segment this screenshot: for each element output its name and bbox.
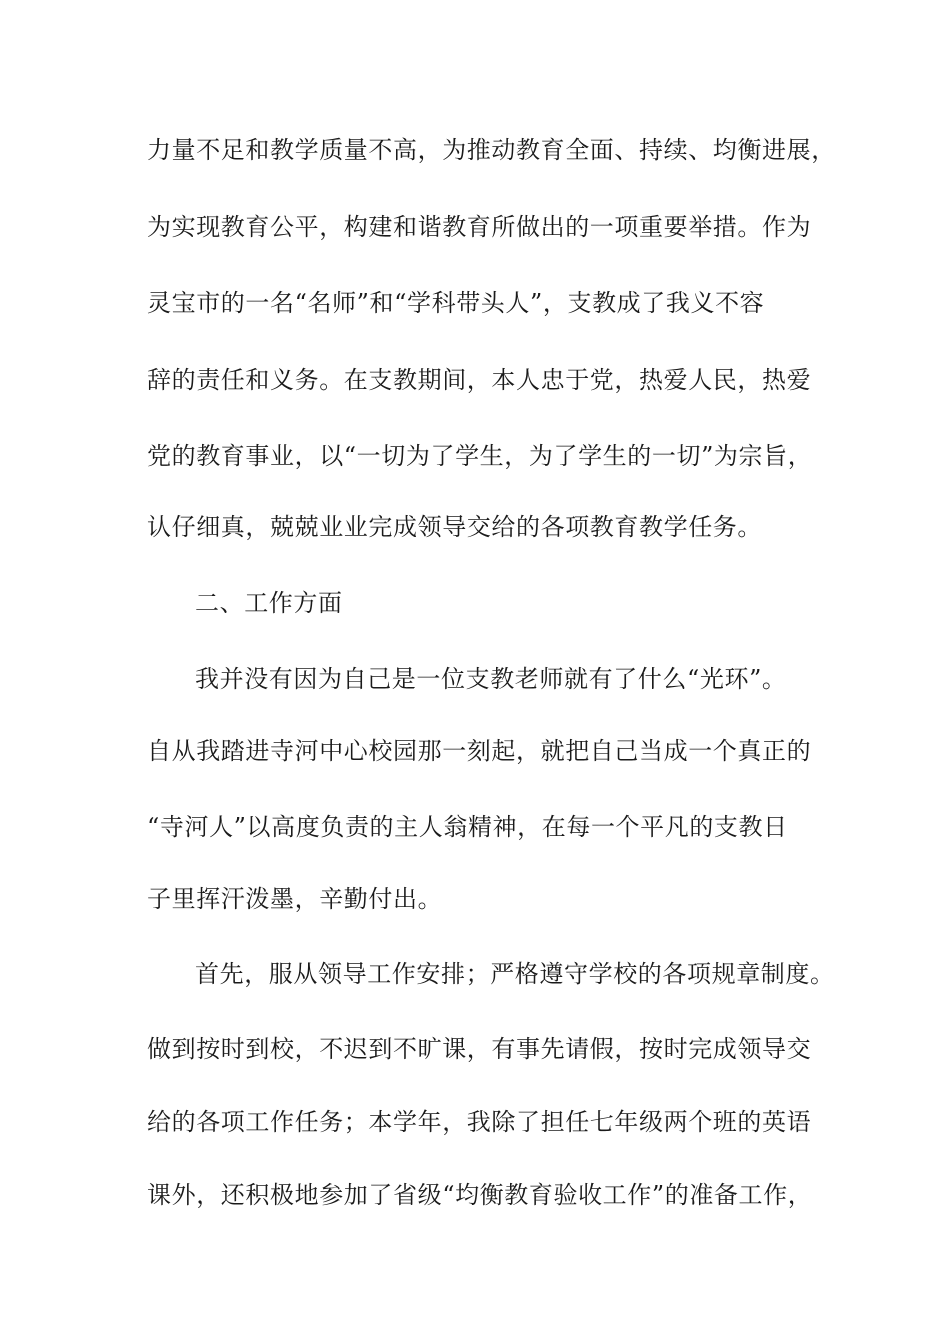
text-line: 子里挥汗泼墨，辛勤付出。 [147,885,443,913]
text-line: 为实现教育公平，构建和谐教育所做出的一项重要举措。作为 [147,213,812,241]
paragraph-first-line: 首先，服从领导工作安排；严格遵守学校的各项规章制度。 [195,960,835,988]
text-line: 课外，还积极地参加了省级“均衡教育验收工作”的准备工作， [147,1181,813,1209]
text-line: 做到按时到校，不迟到不旷课，有事先请假，按时完成领导交 [147,1035,812,1063]
text-line: 党的教育事业，以“一切为了学生，为了学生的一切”为宗旨， [147,442,813,470]
text-line: 力量不足和教学质量不高，为推动教育全面、持续、均衡进展， [147,136,836,164]
text-line: 认仔细真，兢兢业业完成领导交给的各项教育教学任务。 [147,513,762,541]
text-line: 辞的责任和义务。在支教期间，本人忠于党，热爱人民，热爱 [147,366,812,394]
text-line: 自从我踏进寺河中心校园那一刻起，就把自己当成一个真正的 [147,737,812,765]
section-heading: 二、工作方面 [195,589,343,617]
text-line: 灵宝市的一名“名师”和“学科带头人”，支教成了我义不容 [147,289,765,317]
text-line: 给的各项工作任务；本学年，我除了担任七年级两个班的英语 [147,1108,812,1136]
text-line: “寺河人”以高度负责的主人翁精神，在每一个平凡的支教日 [147,813,788,841]
paragraph-first-line: 我并没有因为自己是一位支教老师就有了什么“光环”。 [195,665,787,693]
